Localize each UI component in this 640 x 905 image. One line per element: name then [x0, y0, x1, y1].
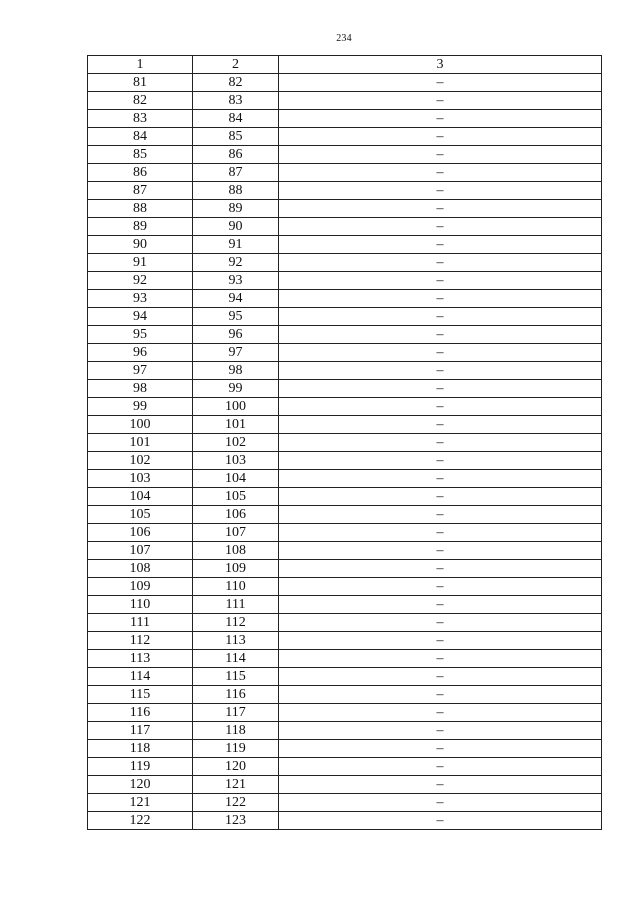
table-cell-col-3: –	[279, 470, 602, 488]
table-cell-col-1: 86	[88, 164, 193, 182]
table-cell-col-2: 84	[193, 110, 279, 128]
table-row	[88, 470, 602, 488]
table-cell-col-1: 101	[88, 434, 193, 452]
table-cell-col-3: –	[279, 596, 602, 614]
table-cell-col-1: 110	[88, 596, 193, 614]
table-cell-col-1: 117	[88, 722, 193, 740]
table-cell-col-3: –	[279, 218, 602, 236]
table-row	[88, 128, 602, 146]
table-row	[88, 218, 602, 236]
table-cell-col-2: 90	[193, 218, 279, 236]
table-cell-col-3: –	[279, 182, 602, 200]
table-cell-col-2: 109	[193, 560, 279, 578]
table-cell-col-2: 119	[193, 740, 279, 758]
table-cell-col-2: 98	[193, 362, 279, 380]
table-cell-col-3: –	[279, 146, 602, 164]
table-cell-col-1: 108	[88, 560, 193, 578]
table-cell-col-3: –	[279, 614, 602, 632]
table-cell-col-3: –	[279, 650, 602, 668]
table-cell-col-2: 104	[193, 470, 279, 488]
table-row	[88, 236, 602, 254]
table-cell-col-3: –	[279, 362, 602, 380]
table-cell-col-2: 123	[193, 812, 279, 830]
table-cell-col-3: –	[279, 272, 602, 290]
table-cell-col-3: –	[279, 416, 602, 434]
table-cell-col-3: –	[279, 794, 602, 812]
table-cell-col-2: 103	[193, 452, 279, 470]
table-row	[88, 92, 602, 110]
table-cell-col-1: 94	[88, 308, 193, 326]
table-cell-col-3: –	[279, 686, 602, 704]
table-cell-col-1: 122	[88, 812, 193, 830]
table-cell-col-2: 102	[193, 434, 279, 452]
table-cell-col-1: 92	[88, 272, 193, 290]
table-row	[88, 200, 602, 218]
table-cell-col-3: –	[279, 704, 602, 722]
table-cell-col-3: –	[279, 488, 602, 506]
table-row	[88, 524, 602, 542]
table-cell-col-2: 110	[193, 578, 279, 596]
table-cell-col-1: 111	[88, 614, 193, 632]
table-cell-col-2: 86	[193, 146, 279, 164]
table-row	[88, 506, 602, 524]
table-cell-col-1: 85	[88, 146, 193, 164]
table-cell-col-3: –	[279, 632, 602, 650]
table-cell-col-2: 89	[193, 200, 279, 218]
table-cell-col-2: 88	[193, 182, 279, 200]
table-row	[88, 740, 602, 758]
table-cell-col-1: 120	[88, 776, 193, 794]
table-cell-col-2: 108	[193, 542, 279, 560]
table-cell-col-3: –	[279, 380, 602, 398]
table-cell-col-2: 118	[193, 722, 279, 740]
table-cell-col-3: –	[279, 254, 602, 272]
table-cell-col-2: 113	[193, 632, 279, 650]
table-cell-col-1: 119	[88, 758, 193, 776]
table-cell-col-3: –	[279, 236, 602, 254]
table-cell-col-1: 84	[88, 128, 193, 146]
table-cell-col-1: 95	[88, 326, 193, 344]
table-cell-col-1: 105	[88, 506, 193, 524]
table-row	[88, 434, 602, 452]
table-cell-col-1: 118	[88, 740, 193, 758]
table-cell-col-2: 114	[193, 650, 279, 668]
table-cell-col-1: 115	[88, 686, 193, 704]
table-cell-col-3: –	[279, 434, 602, 452]
table-header-row	[88, 56, 602, 74]
table-cell-col-1: 113	[88, 650, 193, 668]
table-row	[88, 560, 602, 578]
table-cell-col-2: 87	[193, 164, 279, 182]
table-cell-col-3: –	[279, 200, 602, 218]
table-row	[88, 704, 602, 722]
table-cell-col-1: 82	[88, 92, 193, 110]
table-cell-col-3: –	[279, 524, 602, 542]
table-body	[88, 74, 602, 830]
table-cell-col-2: 111	[193, 596, 279, 614]
table-row	[88, 722, 602, 740]
table-cell-col-1: 106	[88, 524, 193, 542]
table-cell-col-1: 102	[88, 452, 193, 470]
table-cell-col-1: 88	[88, 200, 193, 218]
table-cell-col-3: –	[279, 560, 602, 578]
table-cell-col-1: 98	[88, 380, 193, 398]
table-row	[88, 758, 602, 776]
column-header-1: 1	[88, 56, 193, 74]
table-row	[88, 74, 602, 92]
table-cell-col-2: 91	[193, 236, 279, 254]
table-cell-col-3: –	[279, 308, 602, 326]
table-cell-col-3: –	[279, 812, 602, 830]
table-cell-col-1: 81	[88, 74, 193, 92]
column-header-3: 3	[279, 56, 602, 74]
table-cell-col-2: 105	[193, 488, 279, 506]
table-cell-col-1: 93	[88, 290, 193, 308]
table-row	[88, 362, 602, 380]
table-cell-col-2: 121	[193, 776, 279, 794]
table-cell-col-1: 107	[88, 542, 193, 560]
table-cell-col-2: 93	[193, 272, 279, 290]
table-cell-col-1: 87	[88, 182, 193, 200]
table-cell-col-3: –	[279, 110, 602, 128]
table-row	[88, 110, 602, 128]
table-row	[88, 812, 602, 830]
table-cell-col-3: –	[279, 128, 602, 146]
column-header-2: 2	[193, 56, 279, 74]
table-cell-col-1: 121	[88, 794, 193, 812]
table-row	[88, 182, 602, 200]
table-cell-col-3: –	[279, 740, 602, 758]
table-row	[88, 344, 602, 362]
table-cell-col-2: 100	[193, 398, 279, 416]
table-row	[88, 488, 602, 506]
table-cell-col-2: 116	[193, 686, 279, 704]
table-row	[88, 290, 602, 308]
table-cell-col-3: –	[279, 758, 602, 776]
table-row	[88, 452, 602, 470]
table-cell-col-2: 122	[193, 794, 279, 812]
table-cell-col-2: 95	[193, 308, 279, 326]
table-row	[88, 398, 602, 416]
table-row	[88, 650, 602, 668]
table-cell-col-1: 104	[88, 488, 193, 506]
table-cell-col-1: 90	[88, 236, 193, 254]
table-cell-col-1: 96	[88, 344, 193, 362]
table-cell-col-2: 92	[193, 254, 279, 272]
table-row	[88, 146, 602, 164]
table-cell-col-1: 114	[88, 668, 193, 686]
data-table	[87, 55, 602, 830]
table-cell-col-3: –	[279, 326, 602, 344]
table-cell-col-3: –	[279, 722, 602, 740]
table-row	[88, 578, 602, 596]
table-cell-col-2: 112	[193, 614, 279, 632]
table-cell-col-2: 120	[193, 758, 279, 776]
table-row	[88, 542, 602, 560]
table-cell-col-1: 116	[88, 704, 193, 722]
table-cell-col-2: 107	[193, 524, 279, 542]
table-row	[88, 776, 602, 794]
table-row	[88, 272, 602, 290]
table-cell-col-3: –	[279, 542, 602, 560]
table-cell-col-1: 109	[88, 578, 193, 596]
table-cell-col-3: –	[279, 344, 602, 362]
table-cell-col-3: –	[279, 92, 602, 110]
table-cell-col-2: 117	[193, 704, 279, 722]
table-cell-col-1: 91	[88, 254, 193, 272]
table-row	[88, 254, 602, 272]
table-cell-col-3: –	[279, 668, 602, 686]
table-row	[88, 686, 602, 704]
table-cell-col-1: 112	[88, 632, 193, 650]
table-cell-col-3: –	[279, 578, 602, 596]
table-row	[88, 326, 602, 344]
table-cell-col-2: 97	[193, 344, 279, 362]
table-cell-col-2: 96	[193, 326, 279, 344]
table-cell-col-3: –	[279, 290, 602, 308]
table-row	[88, 308, 602, 326]
table-row	[88, 416, 602, 434]
data-table-container	[87, 55, 601, 830]
table-row	[88, 164, 602, 182]
table-cell-col-3: –	[279, 452, 602, 470]
table-row	[88, 380, 602, 398]
table-cell-col-1: 100	[88, 416, 193, 434]
table-cell-col-3: –	[279, 776, 602, 794]
table-row	[88, 668, 602, 686]
table-cell-col-2: 115	[193, 668, 279, 686]
table-cell-col-1: 83	[88, 110, 193, 128]
table-cell-col-1: 99	[88, 398, 193, 416]
table-cell-col-2: 85	[193, 128, 279, 146]
table-cell-col-3: –	[279, 506, 602, 524]
table-row	[88, 632, 602, 650]
table-cell-col-2: 82	[193, 74, 279, 92]
table-cell-col-2: 101	[193, 416, 279, 434]
table-cell-col-2: 99	[193, 380, 279, 398]
table-cell-col-1: 97	[88, 362, 193, 380]
table-row	[88, 596, 602, 614]
page-number: 234	[336, 33, 352, 44]
table-cell-col-2: 106	[193, 506, 279, 524]
table-cell-col-3: –	[279, 74, 602, 92]
table-cell-col-1: 103	[88, 470, 193, 488]
table-cell-col-3: –	[279, 164, 602, 182]
table-cell-col-1: 89	[88, 218, 193, 236]
table-cell-col-2: 94	[193, 290, 279, 308]
table-row	[88, 794, 602, 812]
table-cell-col-3: –	[279, 398, 602, 416]
table-cell-col-2: 83	[193, 92, 279, 110]
table-row	[88, 614, 602, 632]
